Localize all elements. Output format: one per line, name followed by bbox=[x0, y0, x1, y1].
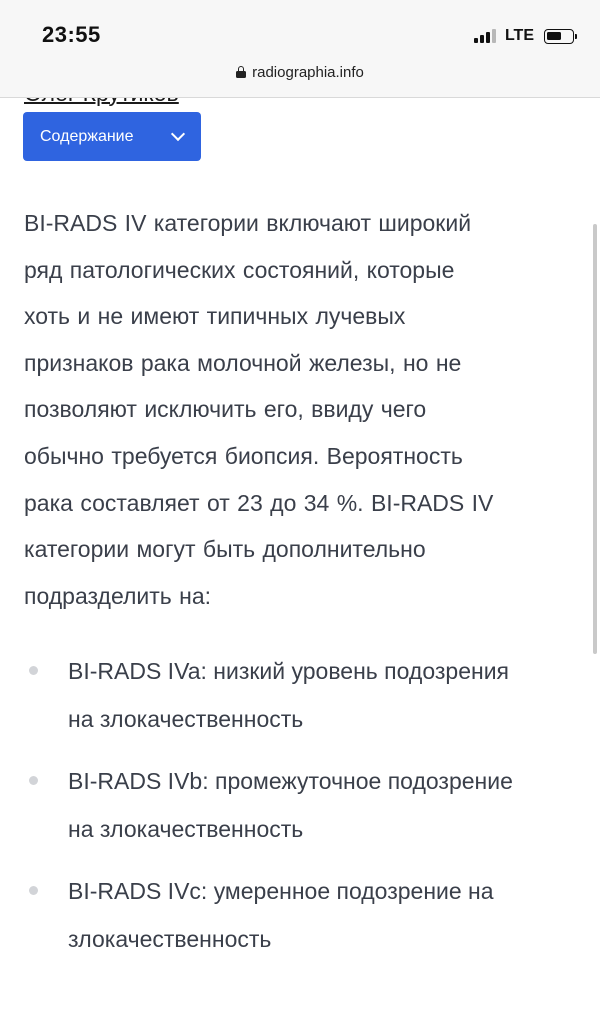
address-bar[interactable] bbox=[0, 64, 600, 81]
chevron-down-icon bbox=[171, 127, 185, 141]
battery-icon bbox=[544, 29, 574, 44]
paragraph-line: рака составляет от 23 до 34 %. BI-RADS IV bbox=[24, 489, 494, 516]
list-item bbox=[0, 758, 600, 868]
paragraph-line: подразделить на: bbox=[24, 582, 212, 609]
paragraph-line: позволяют исключить его, ввиду чего bbox=[24, 396, 427, 423]
article-paragraph bbox=[24, 200, 564, 619]
paragraph-line: ряд патологических состояний, которые bbox=[24, 256, 455, 283]
paragraph-line: категории могут быть дополнительно bbox=[24, 536, 426, 563]
status-time: 23:55 bbox=[42, 22, 101, 47]
bullet-icon bbox=[29, 666, 38, 675]
bullet-icon bbox=[29, 886, 38, 895]
table-of-contents-button[interactable] bbox=[23, 112, 201, 161]
paragraph-line: хоть и не имеют типичных лучевых bbox=[24, 303, 406, 330]
list-item-text bbox=[68, 648, 509, 743]
paragraph-line: BI-RADS IV категории включают широкий bbox=[24, 210, 472, 236]
bullet-icon bbox=[29, 776, 38, 785]
list-item-line: на злокачественность bbox=[68, 815, 304, 842]
network-type-label: LTE bbox=[504, 27, 534, 44]
list-item-text bbox=[68, 868, 494, 963]
list-item-line: злокачественность bbox=[68, 925, 272, 952]
birads-subcategory-list bbox=[0, 648, 600, 978]
list-item-line: на злокачественность bbox=[68, 705, 304, 732]
lock-icon bbox=[236, 66, 246, 78]
paragraph-line: обычно требуется биопсия. Вероятность bbox=[24, 442, 463, 469]
table-of-contents-label: Содержание bbox=[40, 127, 134, 145]
page-scrollbar[interactable] bbox=[593, 224, 597, 654]
list-item bbox=[0, 868, 600, 978]
list-item-line: BI-RADS IVa: низкий уровень подозрения bbox=[68, 658, 509, 684]
cellular-signal-icon bbox=[474, 29, 496, 43]
list-item-line: BI-RADS IVb: промежуточное подозрение bbox=[68, 768, 513, 794]
list-item bbox=[0, 648, 600, 758]
list-item-text bbox=[68, 758, 513, 853]
browser-top-bar bbox=[0, 0, 600, 98]
list-item-line: BI-RADS IVc: умеренное подозрение на bbox=[68, 878, 494, 904]
address-bar-url: radiographia.info bbox=[252, 64, 364, 81]
paragraph-line: признаков рака молочной железы, но не bbox=[24, 349, 462, 376]
status-icons bbox=[474, 26, 574, 46]
